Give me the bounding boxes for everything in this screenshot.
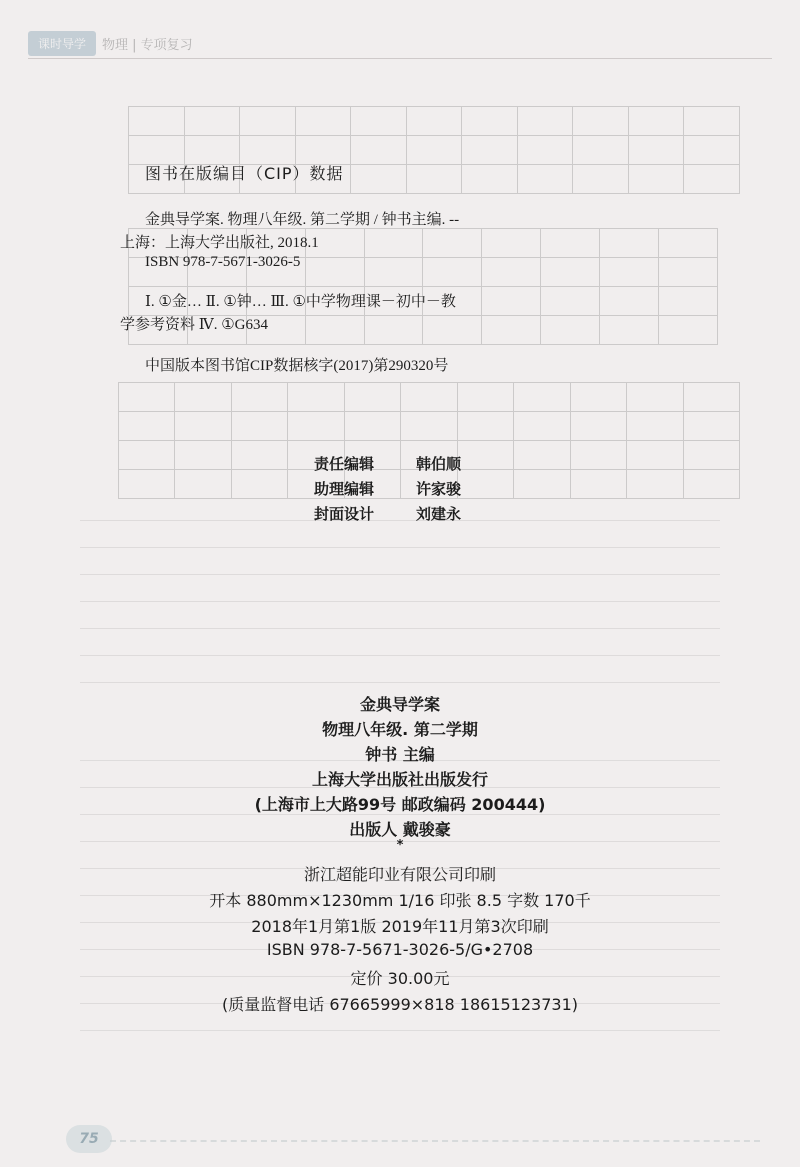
publisher-person: 出版人 戴骏豪	[349, 820, 451, 839]
isbn-full: ISBN 978-7-5671-3026-5/G•2708	[266, 940, 534, 959]
staff-role: 封面设计	[314, 505, 375, 523]
page-number-badge: 75	[66, 1125, 112, 1153]
price: 定价 30.00元	[350, 969, 450, 988]
format-specs: 开本 880mm×1230mm 1/16 印张 8.5 字数 170千	[209, 891, 591, 910]
publisher: 上海大学出版社出版发行	[311, 770, 488, 789]
printer: 浙江超能印业有限公司印刷	[303, 865, 496, 884]
edition-info: 2018年1月第1版 2019年11月第3次印刷	[251, 917, 549, 936]
staff-role: 助理编辑	[314, 480, 375, 498]
staff-role: 责任编辑	[314, 455, 375, 473]
staff-row	[0, 478, 800, 499]
cip-subjects-line: 学参考资料 Ⅳ. ①G634	[120, 317, 269, 333]
footer-decoration	[110, 1140, 760, 1150]
editor-credit: 钟书 主编	[365, 745, 435, 764]
cip-heading: 图书在版编目（CIP）数据	[145, 164, 344, 183]
bleed-through-header-text: 物理 | 专项复习	[102, 37, 193, 53]
cip-subjects-line: Ⅰ. ①金… Ⅱ. ①钟… Ⅲ. ①中学物理课－初中－教	[145, 294, 456, 310]
bleed-through-tag: 课时导学	[28, 31, 96, 56]
bleed-through-rule	[28, 58, 772, 59]
staff-name: 韩伯顺	[416, 455, 462, 473]
staff-row	[0, 503, 800, 524]
cip-isbn: ISBN 978-7-5671-3026-5	[145, 254, 301, 270]
separator-asterisk: *	[396, 838, 404, 853]
bleed-through-lines	[80, 520, 720, 709]
cip-data-number: 中国版本图书馆CIP数据核字(2017)第290320号	[145, 358, 449, 374]
staff-row	[0, 453, 800, 474]
series-name: 金典导学案	[359, 695, 440, 714]
staff-name: 许家骏	[416, 480, 462, 498]
cip-title-line: 金典导学案. 物理八年级. 第二学期 / 钟书主编. --	[145, 212, 460, 228]
publisher-address: (上海市上大路99号 邮政编码 200444)	[254, 795, 546, 814]
quality-hotline: (质量监督电话 67665999×818 18615123731)	[221, 995, 579, 1014]
staff-name: 刘建永	[416, 505, 462, 523]
bleed-through-header	[28, 30, 193, 56]
cip-publisher-line: 上海：上海大学出版社, 2018.1	[120, 235, 319, 251]
book-title: 物理八年级. 第二学期	[322, 720, 478, 739]
